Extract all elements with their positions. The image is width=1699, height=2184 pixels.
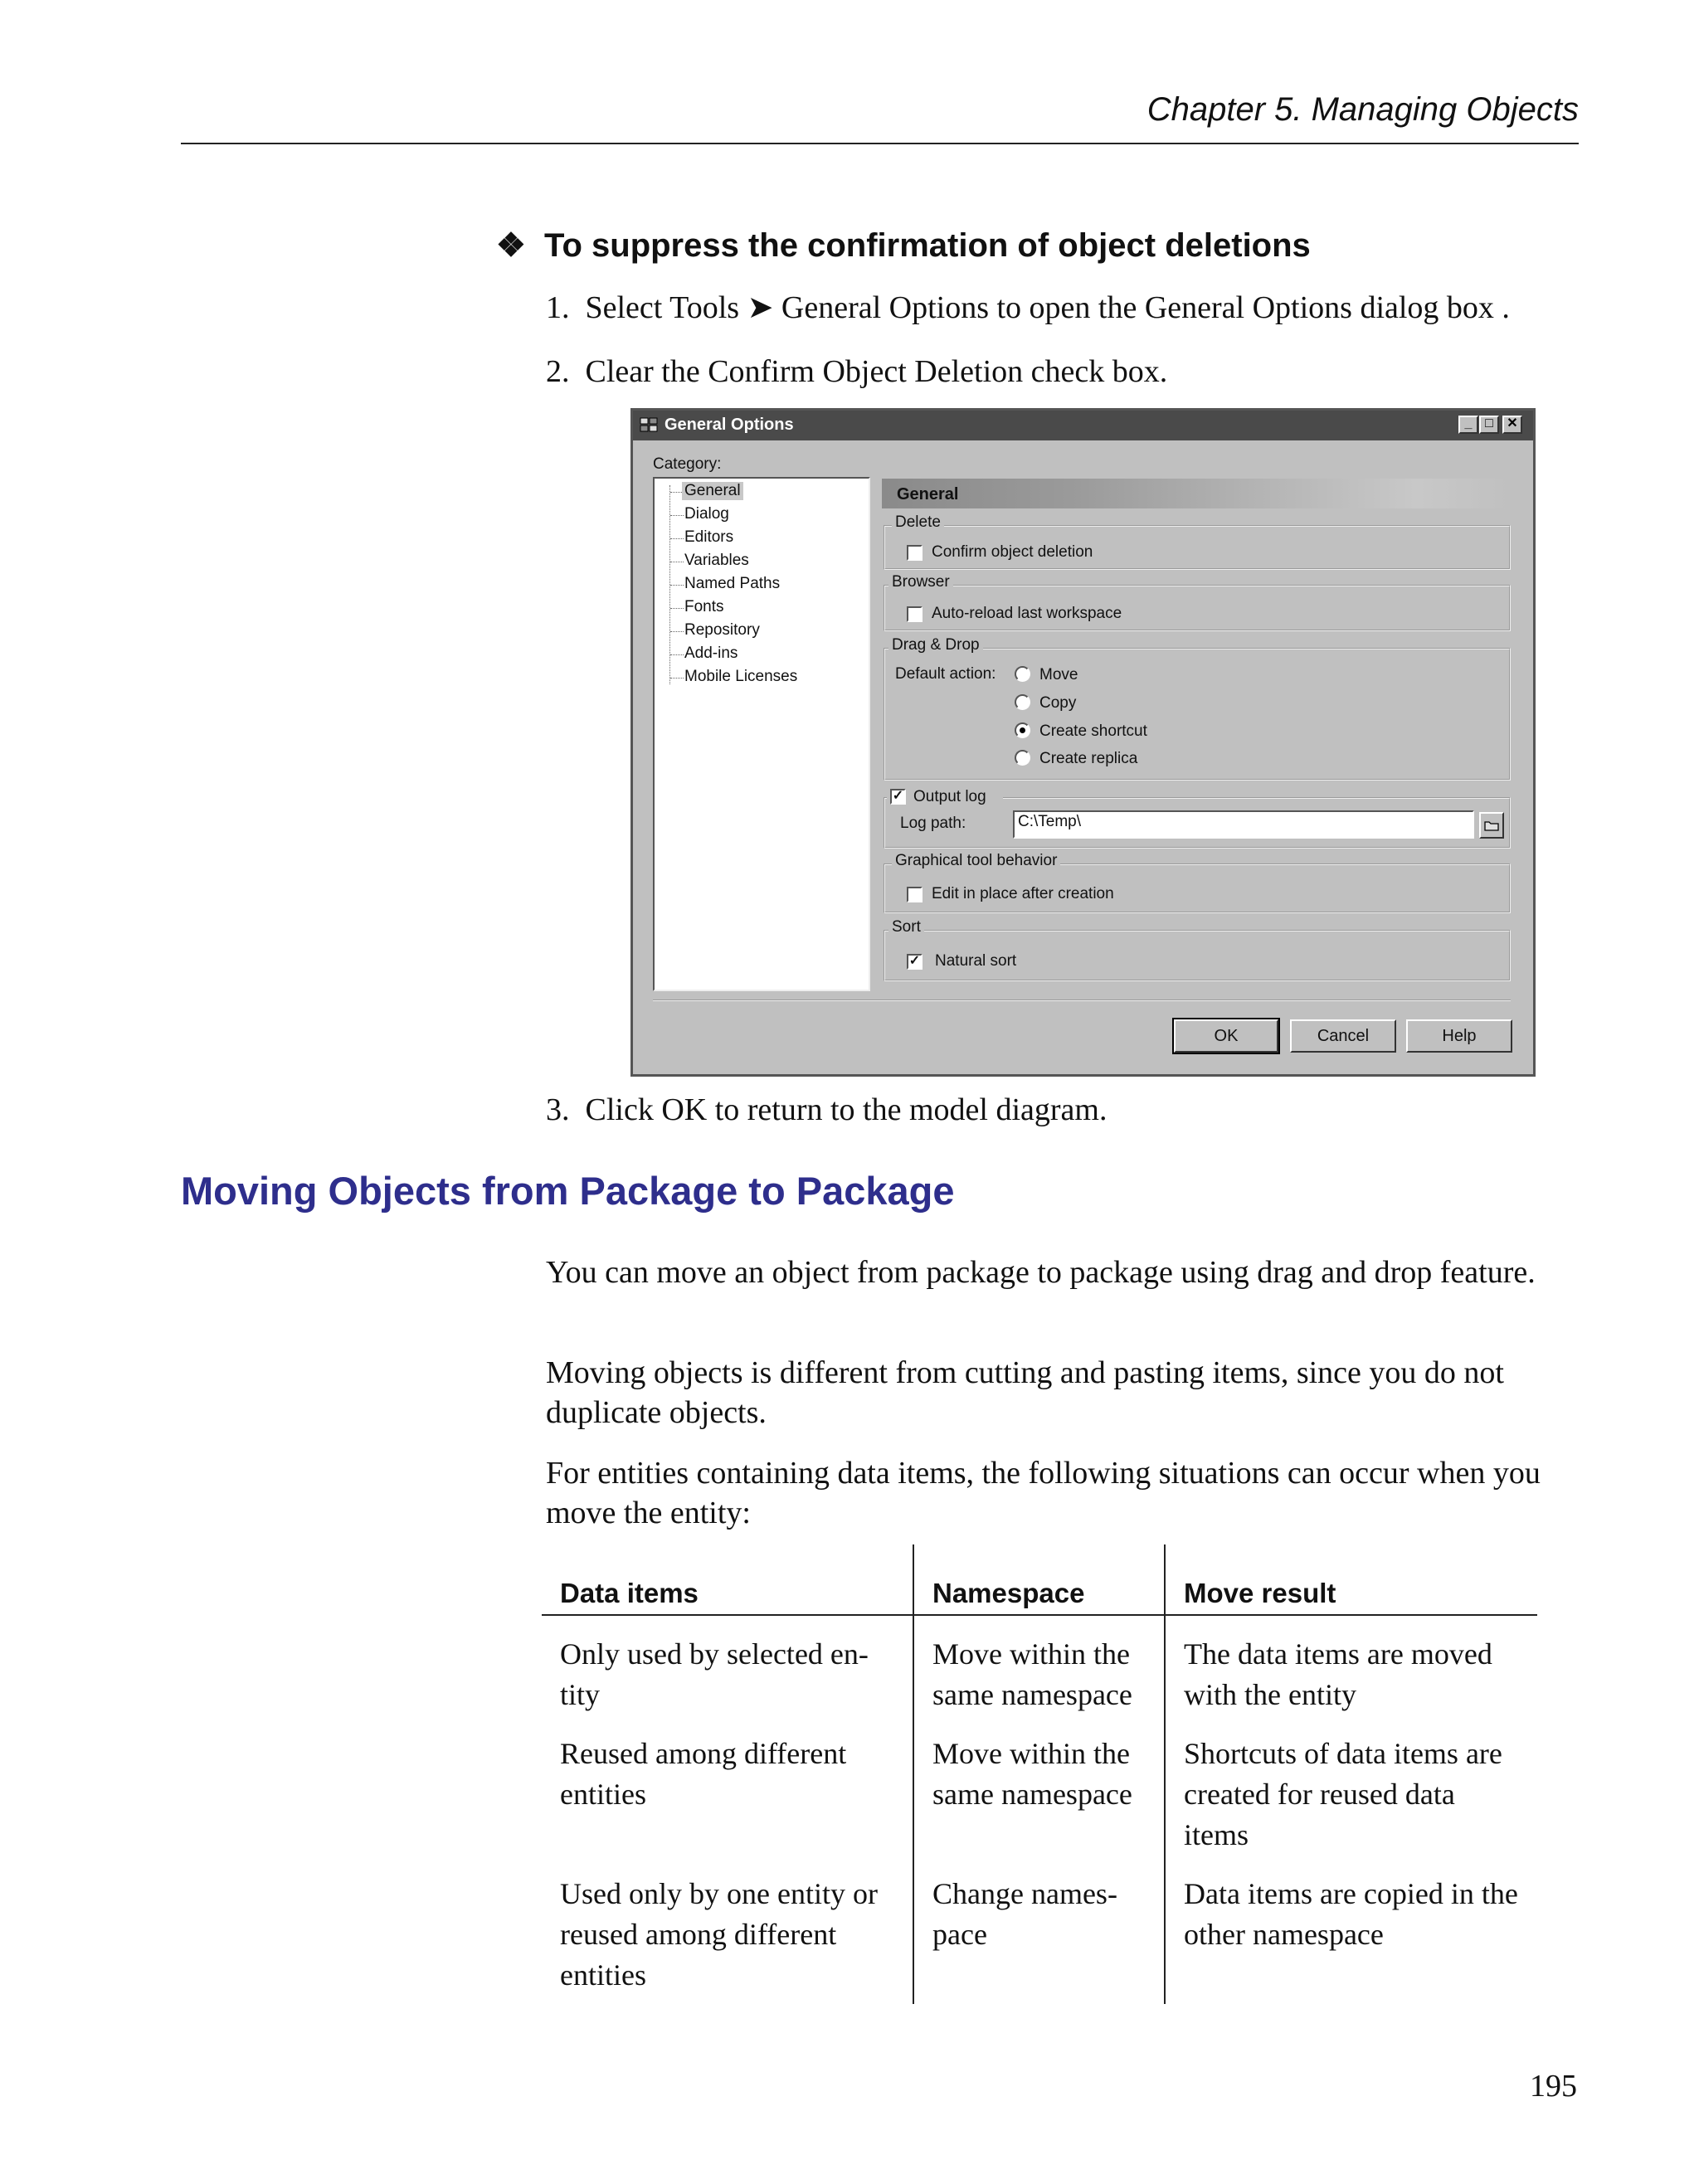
default-action-label: Default action: xyxy=(895,665,996,683)
paragraph: Moving objects is different from cutting and pasting items, since you do not duplicate objects. xyxy=(546,1355,1504,1430)
radio-move-label: Move xyxy=(1039,666,1078,683)
table-header-row xyxy=(542,1544,1537,1615)
table-row xyxy=(542,1715,1537,1856)
app-icon xyxy=(640,416,658,433)
cancel-button[interactable]: Cancel xyxy=(1290,1019,1396,1053)
table-cell: Only used by selected en- tity xyxy=(560,1637,869,1711)
edit-in-place-checkbox[interactable] xyxy=(907,887,923,902)
auto-reload-checkbox[interactable] xyxy=(907,606,923,622)
minimize-button[interactable]: _ xyxy=(1458,416,1478,434)
table-cell: Reused among different entities xyxy=(560,1737,847,1811)
folder-icon xyxy=(1484,820,1499,831)
sort-group-title: Sort xyxy=(888,918,924,936)
step-2 xyxy=(546,353,1167,390)
drag-drop-group-title: Drag & Drop xyxy=(888,636,983,654)
radio-copy[interactable] xyxy=(1015,694,1030,710)
category-label: Category: xyxy=(653,455,722,473)
tree-item-add-ins[interactable]: Add-ins xyxy=(684,644,738,662)
paragraph: For entities containing data items, the following situations can occur when you move the entity: xyxy=(546,1456,1541,1530)
confirm-deletion-label: Confirm object deletion xyxy=(932,543,1093,561)
radio-create-shortcut[interactable] xyxy=(1015,722,1030,738)
procedure-heading xyxy=(496,226,1311,265)
paragraph: You can move an object from package to package using drag and drop feature. xyxy=(546,1255,1536,1290)
close-button[interactable]: ✕ xyxy=(1502,416,1522,434)
table-cell: Change names- pace xyxy=(913,1856,1165,2004)
table-row xyxy=(542,1615,1537,1715)
table-row xyxy=(542,1856,1537,2004)
move-results-table xyxy=(542,1544,1537,2004)
step-number: 2. xyxy=(546,354,570,389)
table-cell: Used only by one entity or reused among different entities xyxy=(560,1877,878,1992)
output-log-checkbox[interactable]: ✓ xyxy=(890,789,906,805)
output-log-label: Output log xyxy=(913,788,986,805)
tree-item-fonts[interactable]: Fonts xyxy=(684,598,724,615)
step-number: 1. xyxy=(546,290,570,325)
dialog-titlebar xyxy=(633,411,1533,440)
running-header: Chapter 5. Managing Objects xyxy=(1146,91,1579,128)
step-text: Select Tools ➤ General Options to open the General Options dialog box . xyxy=(585,290,1510,325)
natural-sort-checkbox[interactable]: ✓ xyxy=(907,954,923,970)
general-options-dialog xyxy=(630,408,1536,1077)
table-cell: Move within the same namespace xyxy=(913,1615,1165,1715)
tree-item-repository[interactable]: Repository xyxy=(684,621,760,639)
tree-connector xyxy=(670,608,684,609)
table-cell: Move within the same namespace xyxy=(913,1715,1165,1856)
table-cell: Shortcuts of data items are created for reused data items xyxy=(1165,1715,1537,1856)
dialog-title: General Options xyxy=(665,416,794,434)
radio-create-replica-label: Create replica xyxy=(1039,750,1138,767)
panel-header: General xyxy=(882,479,1511,508)
radio-copy-label: Copy xyxy=(1039,694,1077,712)
tree-connector xyxy=(670,678,684,679)
column-header: Move result xyxy=(1165,1544,1537,1615)
help-button[interactable]: Help xyxy=(1406,1019,1512,1053)
browser-group-title: Browser xyxy=(888,573,953,591)
log-path-label: Log path: xyxy=(900,815,966,832)
column-header: Namespace xyxy=(913,1544,1165,1615)
edit-in-place-label: Edit in place after creation xyxy=(932,885,1114,902)
natural-sort-label: Natural sort xyxy=(935,952,1017,970)
header-rule xyxy=(181,143,1579,144)
section-title: Moving Objects from Package to Package xyxy=(181,1169,955,1213)
tree-item-variables[interactable]: Variables xyxy=(684,552,749,569)
dialog-separator xyxy=(653,1000,1511,1001)
tree-item-general[interactable]: General xyxy=(682,482,743,500)
confirm-deletion-checkbox[interactable] xyxy=(907,545,923,561)
radio-create-shortcut-label: Create shortcut xyxy=(1039,722,1147,740)
radio-move[interactable] xyxy=(1015,666,1030,682)
column-header: Data items xyxy=(542,1544,913,1615)
tree-connector xyxy=(670,631,684,632)
category-tree[interactable] xyxy=(653,477,870,991)
page-number: 195 xyxy=(1530,2069,1577,2104)
radio-create-replica[interactable] xyxy=(1015,750,1030,766)
auto-reload-label: Auto-reload last workspace xyxy=(932,605,1122,622)
step-text: Click OK to return to the model diagram. xyxy=(585,1092,1108,1127)
step-text: Clear the Confirm Object Deletion check box. xyxy=(585,354,1168,389)
table-cell: The data items are moved with the entity xyxy=(1165,1615,1537,1715)
graphical-tool-group-title: Graphical tool behavior xyxy=(892,852,1060,870)
browse-folder-button[interactable] xyxy=(1479,812,1504,839)
step-1 xyxy=(546,289,1510,326)
ok-button[interactable]: OK xyxy=(1174,1019,1278,1053)
tree-connector xyxy=(670,654,684,655)
tree-connector xyxy=(670,538,684,539)
diamond-bullet-icon: ❖ xyxy=(496,227,526,264)
tree-item-editors[interactable]: Editors xyxy=(684,528,734,546)
step-number: 3. xyxy=(546,1092,570,1127)
tree-item-mobile-licenses[interactable]: Mobile Licenses xyxy=(684,668,798,685)
delete-group-title: Delete xyxy=(892,513,944,532)
tree-connector xyxy=(670,585,684,586)
table-cell: Data items are copied in the other namespace xyxy=(1165,1856,1537,2004)
log-path-input[interactable]: C:\Temp\ xyxy=(1013,810,1474,839)
step-3 xyxy=(546,1092,1107,1128)
procedure-title: To suppress the confirmation of object deletions xyxy=(544,227,1311,264)
maximize-button[interactable]: □ xyxy=(1479,416,1499,434)
tree-item-dialog[interactable]: Dialog xyxy=(684,505,729,523)
tree-item-named-paths[interactable]: Named Paths xyxy=(684,575,781,592)
tree-connector xyxy=(670,515,684,516)
